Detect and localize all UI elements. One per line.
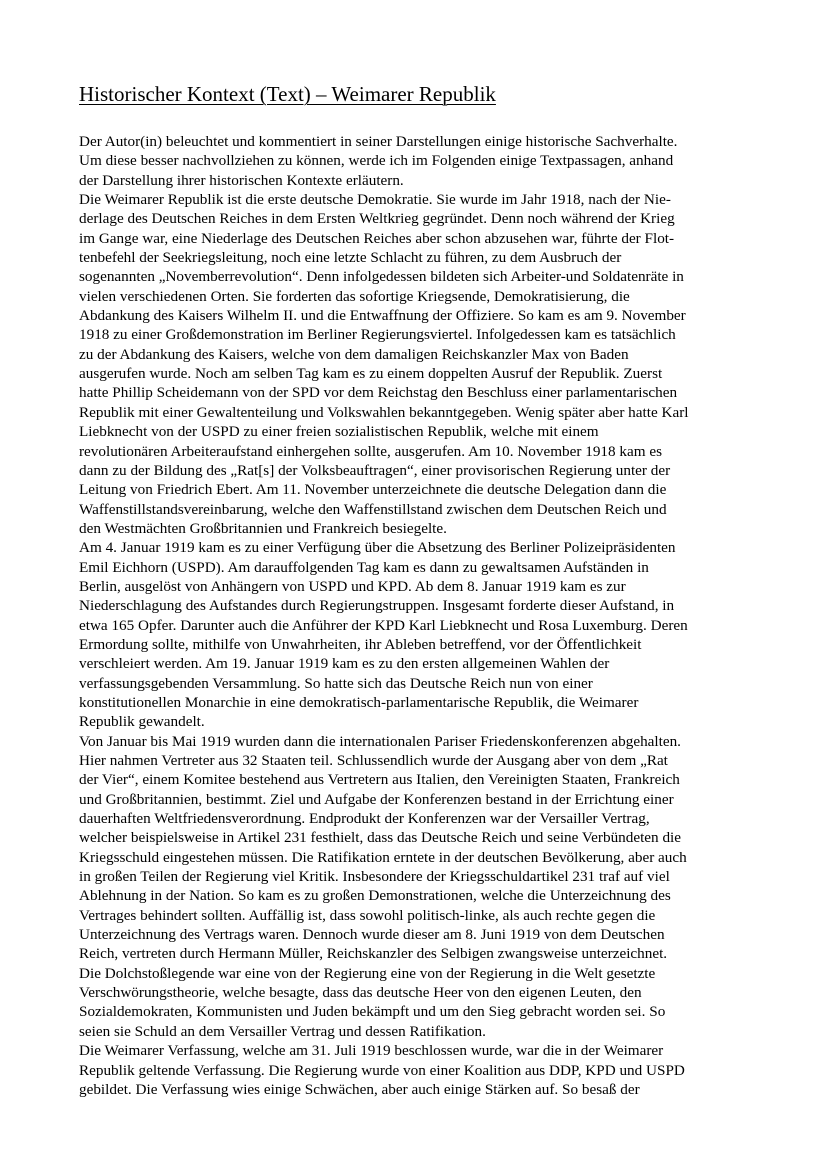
text-line: Ablehnung in der Nation. So kam es zu großen Demonstrationen, welche die Unterzeichnung des xyxy=(79,887,671,905)
text-line: gebildet. Die Verfassung wies einige Schwächen, aber auch einige Stärken auf. So besaß der xyxy=(79,1080,640,1098)
text-line: tenbefehl der Seekriegsleitung, noch eine letzte Schlacht zu führen, zu dem Ausbruch der xyxy=(79,249,622,267)
text-line: Leitung von Friedrich Ebert. Am 11. November unterzeichnete die deutsche Delegation dann die xyxy=(79,481,667,499)
text-line: Die Weimarer Republik ist die erste deutsche Demokratie. Sie wurde im Jahr 1918, nach der Nie- xyxy=(79,191,671,209)
text-line: in großen Teilen der Regierung viel Kritik. Insbesondere der Kriegsschuldartikel 231 traf auf viel xyxy=(79,868,670,886)
text-line: etwa 165 Opfer. Darunter auch die Anführer der KPD Karl Liebknecht und Rosa Luxemburg. Deren xyxy=(79,616,688,634)
text-line: Republik geltende Verfassung. Die Regierung wurde von einer Koalition aus DDP, KPD und USPD xyxy=(79,1061,685,1079)
text-line: Der Autor(in) beleuchtet und kommentiert in seiner Darstellungen einige historische Sachverhalte. xyxy=(79,133,678,150)
text-line: Sozialdemokraten, Kommunisten und Juden bekämpft und um den Sieg gebracht worden sei. So xyxy=(79,1003,666,1021)
text-line: Niederschlagung des Aufstandes durch Regierungstruppen. Insgesamt forderte dieser Aufstand, in xyxy=(79,597,675,615)
text-line: ausgerufen wurde. Noch am selben Tag kam es zu einem doppelten Ausruf der Republik. Zuerst xyxy=(79,365,663,383)
text-line: Liebknecht von der USPD zu einer freien sozialistischen Republik, welche mit einem xyxy=(79,423,599,441)
text-line: Republik mit einer Gewaltenteilung und Volkswahlen bekanntgegeben. Wenig später aber hatte Karl xyxy=(79,403,689,421)
text-line: seien sie Schuld an dem Versailler Vertrag und dessen Ratifikation. xyxy=(79,1022,486,1040)
text-line: im Gange war, eine Niederlage des Deutschen Reiches aber schon abzusehen war, führte der Flot- xyxy=(79,229,675,247)
text-line: der Darstellung ihrer historischen Kontexte erläutern. xyxy=(79,171,404,189)
text-line: hatte Phillip Scheidemann von der SPD vor dem Reichstag den Beschluss einer parlamentarischen xyxy=(79,384,678,402)
text-line: Waffenstillstandsvereinbarung, welche den Waffenstillstand zwischen dem Deutschen Reich und xyxy=(79,500,667,518)
document-title: Historischer Kontext (Text) – Weimarer Republik xyxy=(79,82,496,106)
text-line: Berlin, ausgelöst von Anhängern von USPD und KPD. Ab dem 8. Januar 1919 kam es zur xyxy=(79,577,626,595)
text-line: Ermordung sollte, mithilfe von Unwahrheiten, ihr Ableben betreffend, vor der Öffentlichkeit xyxy=(79,635,642,653)
text-line: Am 4. Januar 1919 kam es zu einer Verfügung über die Absetzung des Berliner Polizeipräsidenten xyxy=(79,539,676,557)
text-line: Die Weimarer Verfassung, welche am 31. Juli 1919 beschlossen wurde, war die in der Weimarer xyxy=(79,1042,664,1060)
text-line: verschleiert werden. Am 19. Januar 1919 kam es zu den ersten allgemeinen Wahlen der xyxy=(79,655,610,673)
text-line: Emil Eichhorn (USPD). Am darauffolgenden Tag kam es dann zu gewaltsamen Aufständen in xyxy=(79,558,649,576)
text-line: Republik gewandelt. xyxy=(79,713,205,731)
text-line: Um diese besser nachvollziehen zu können, werde ich im Folgenden einige Textpassagen, anhand xyxy=(79,152,674,170)
text-line: und Großbritannien, bestimmt. Ziel und Aufgabe der Konferenzen bestand in der Errichtung einer xyxy=(79,790,674,808)
text-line: den Westmächten Großbritannien und Frankreich besiegelte. xyxy=(79,519,447,537)
text-line: dann zu der Bildung des „Rat[s] der Volksbeauftragen“, einer provisorischen Regierung unter der xyxy=(79,461,671,479)
text-line: Unterzeichnung des Vertrags waren. Dennoch wurde dieser am 8. Juni 1919 von dem Deutschen xyxy=(79,926,665,944)
text-line: konstitutionellen Monarchie in eine demokratisch-parlamentarische Republik, die Weimarer xyxy=(79,693,639,711)
text-line: dauerhaften Weltfriedensverordnung. Endprodukt der Konferenzen war der Versailler Vertrag, xyxy=(79,810,650,828)
text-line: revolutionären Arbeiteraufstand einhergehen sollte, ausgerufen. Am 10. November 1918 kam es xyxy=(79,442,662,460)
text-line: welcher beispielsweise in Artikel 231 festhielt, dass das Deutsche Reich und seine Verbündeten die xyxy=(79,829,681,847)
text-line: zu der Abdankung des Kaisers, welche von dem damaligen Reichskanzler Max von Baden xyxy=(79,345,629,363)
text-line: 1918 zu einer Großdemonstration im Berliner Regierungsviertel. Infolgedessen kam es tatsächlich xyxy=(79,326,676,344)
text-line: vielen verschiedenen Orten. Sie forderten das sofortige Kriegsende, Demokratisierung, die xyxy=(79,287,630,305)
text-line: derlage des Deutschen Reiches in dem Ersten Weltkrieg gegründet. Denn noch während der Krieg xyxy=(79,210,675,228)
text-line: sogenannten „Novemberrevolution“. Denn infolgedessen bildeten sich Arbeiter-und Soldatenräte in xyxy=(79,268,684,286)
text-line: verfassungsgebenden Versammlung. So hatte sich das Deutsche Reich nun von einer xyxy=(79,674,593,692)
text-line: Die Dolchstoßlegende war eine von der Regierung eine von der Regierung in die Welt gesetzte xyxy=(79,964,656,982)
document-body xyxy=(79,132,759,1099)
text-line: Hier nahmen Vertreter aus 32 Staaten teil. Schlussendlich wurde der Ausgang aber von dem „Rat xyxy=(79,752,668,769)
text-line: Kriegsschuld eingestehen müssen. Die Ratifikation erntete in der deutschen Bevölkerung, aber auch xyxy=(79,848,687,866)
text-line: der Vier“, einem Komitee bestehend aus Vertretern aus Italien, den Vereinigten Staaten, Frankreich xyxy=(79,771,680,789)
text-line: Verschwörungstheorie, welche besagte, dass das deutsche Heer von den eigenen Leuten, den xyxy=(79,984,642,1002)
text-line: Abdankung des Kaisers Wilhelm II. und die Entwaffnung der Offiziere. So kam es am 9. November xyxy=(79,307,686,325)
text-line: Von Januar bis Mai 1919 wurden dann die internationalen Pariser Friedenskonferenzen abgehalten. xyxy=(79,732,681,750)
text-line: Reich, vertreten durch Hermann Müller, Reichskanzler des Selbigen zwangsweise unterzeichnet. xyxy=(79,945,668,963)
text-line: Vertrages behindert sollten. Auffällig ist, dass sowohl politisch-linke, als auch rechte gegen die xyxy=(79,906,656,924)
